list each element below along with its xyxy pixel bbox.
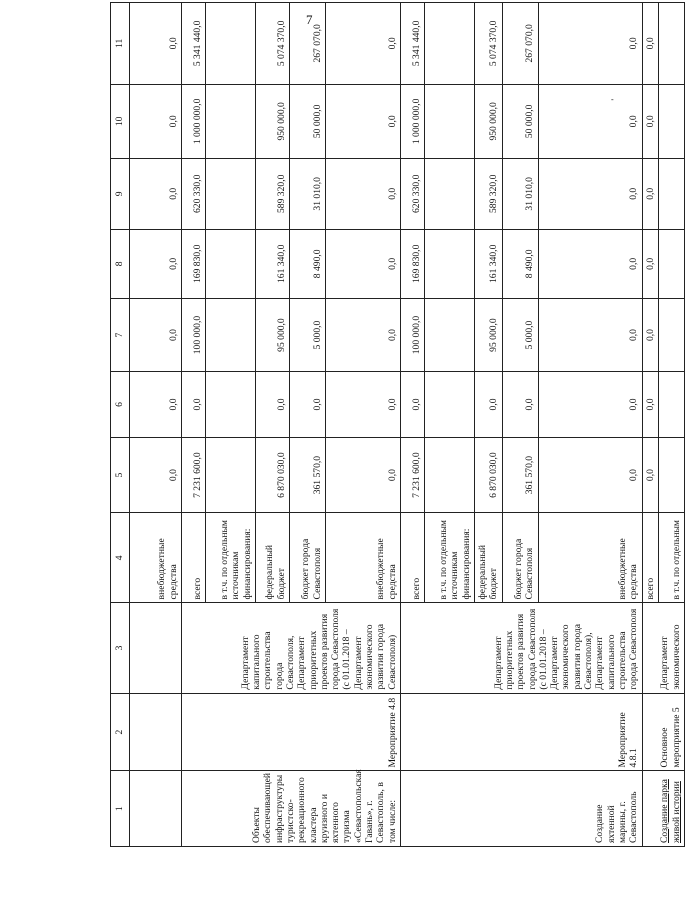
value-cell: 589 320,0 — [475, 158, 503, 229]
value-cell: 0,0 — [538, 299, 642, 372]
value-cell: 95 000,0 — [256, 299, 290, 372]
value-cell: 0,0 — [538, 372, 642, 438]
value-cell: 0,0 — [642, 158, 658, 229]
empty-cell — [130, 771, 182, 847]
header-cell: 10 — [111, 84, 130, 158]
header-cell: 5 — [111, 437, 130, 513]
source-cell: всего — [182, 513, 206, 603]
value-cell: 0,0 — [642, 299, 658, 372]
value-cell: 0,0 — [256, 372, 290, 438]
rotated-budget-table — [110, 2, 682, 847]
source-cell: в т.ч. по отдельным источникам финансирования: — [425, 513, 475, 603]
executor-cell: Департамент экономического — [642, 603, 684, 693]
value-cell: 6 870 030,0 — [256, 437, 290, 513]
value-cell: 0,0 — [538, 229, 642, 298]
value-cell: 50 000,0 — [290, 84, 326, 158]
value-cell: 0,0 — [130, 437, 182, 513]
value-cell — [206, 437, 256, 513]
header-cell: 3 — [111, 603, 130, 693]
value-cell: 267 070,0 — [502, 3, 538, 85]
value-cell: 50 000,0 — [502, 84, 538, 158]
value-cell: 0,0 — [502, 372, 538, 438]
header-cell: 11 — [111, 3, 130, 85]
value-cell — [206, 84, 256, 158]
value-cell — [425, 299, 475, 372]
measure-cell: Мероприятие 4.8 — [182, 693, 401, 771]
value-cell — [425, 158, 475, 229]
value-cell: 0,0 — [326, 158, 401, 229]
value-cell: 0,0 — [326, 229, 401, 298]
header-cell: 1 — [111, 771, 130, 847]
value-cell: 161 340,0 — [475, 229, 503, 298]
source-cell: внебюджетные средства — [538, 513, 642, 603]
value-cell: 1 000 000,0 — [401, 84, 425, 158]
value-cell: 620 330,0 — [182, 158, 206, 229]
value-cell: 0,0 — [401, 372, 425, 438]
measure-cell: Основное мероприятие 5 — [642, 693, 684, 771]
value-cell — [206, 299, 256, 372]
value-cell: 0,0 — [642, 372, 658, 438]
source-cell: бюджет города Севастополя — [290, 513, 326, 603]
value-cell: 0,0 — [538, 437, 642, 513]
value-cell: 0,0 — [326, 3, 401, 85]
value-cell: 0,0 — [642, 84, 658, 158]
value-cell — [206, 229, 256, 298]
value-cell: 0,0 — [326, 84, 401, 158]
value-cell: 5 000,0 — [290, 299, 326, 372]
value-cell: 161 340,0 — [256, 229, 290, 298]
value-cell — [658, 299, 684, 372]
value-cell: 0,0 — [130, 3, 182, 85]
value-cell: 8 490,0 — [290, 229, 326, 298]
value-cell: 95 000,0 — [475, 299, 503, 372]
value-cell: 6 870 030,0 — [475, 437, 503, 513]
source-cell: внебюджетные средства — [326, 513, 401, 603]
empty-cell — [130, 603, 182, 693]
table-row — [182, 3, 206, 847]
value-cell — [425, 84, 475, 158]
object-name-cell: Создание яхтенной марины, г. Севастополь — [401, 771, 643, 847]
value-cell: 100 000,0 — [182, 299, 206, 372]
source-cell: всего — [642, 513, 658, 603]
value-cell: 5 000,0 — [502, 299, 538, 372]
header-cell: 9 — [111, 158, 130, 229]
value-cell: 0,0 — [130, 84, 182, 158]
value-cell: 0,0 — [130, 229, 182, 298]
header-cell: 6 — [111, 372, 130, 438]
value-cell: 361 570,0 — [290, 437, 326, 513]
value-cell: 5 074 370,0 — [475, 3, 503, 85]
value-cell: 0,0 — [290, 372, 326, 438]
source-cell: федеральный бюджет — [475, 513, 503, 603]
value-cell — [425, 229, 475, 298]
value-cell: 8 490,0 — [502, 229, 538, 298]
header-cell: 4 — [111, 513, 130, 603]
value-cell: 0,0 — [326, 437, 401, 513]
value-cell — [206, 158, 256, 229]
value-cell: 0,0 — [326, 372, 401, 438]
executor-cell: Департамент приоритетных проектов развития города Севастополя (с 01.01.2018 – Департамент экономического развития города Севастополя), Департамент капитального строительства города Севастополя — [401, 603, 643, 693]
header-cell: 2 — [111, 693, 130, 771]
value-cell: 0,0 — [182, 372, 206, 438]
value-cell: 0,0 — [130, 299, 182, 372]
value-cell — [425, 372, 475, 438]
value-cell: 0,0 — [538, 84, 642, 158]
value-cell: 620 330,0 — [401, 158, 425, 229]
value-cell — [206, 372, 256, 438]
value-cell: 0,0 — [642, 229, 658, 298]
source-cell: внебюджетные средства — [130, 513, 182, 603]
value-cell: 950 000,0 — [475, 84, 503, 158]
value-cell — [658, 3, 684, 85]
table-row — [642, 3, 658, 847]
value-cell: 5 341 440,0 — [401, 3, 425, 85]
value-cell — [425, 3, 475, 85]
value-cell — [658, 437, 684, 513]
value-cell: 31 010,0 — [290, 158, 326, 229]
value-cell: 31 010,0 — [502, 158, 538, 229]
value-cell — [658, 84, 684, 158]
value-cell — [658, 229, 684, 298]
value-cell: 0,0 — [130, 158, 182, 229]
value-cell — [425, 437, 475, 513]
value-cell: 0,0 — [538, 158, 642, 229]
empty-cell — [130, 693, 182, 771]
value-cell: 100 000,0 — [401, 299, 425, 372]
value-cell: 169 830,0 — [401, 229, 425, 298]
measure-cell: Мероприятие 4.8.1 — [401, 693, 643, 771]
value-cell: 0,0 — [642, 3, 658, 85]
value-cell: 0,0 — [642, 437, 658, 513]
page-number: 7 — [306, 12, 313, 27]
value-cell: 0,0 — [326, 299, 401, 372]
value-cell: 169 830,0 — [182, 229, 206, 298]
value-cell: 0,0 — [475, 372, 503, 438]
source-cell: в т.ч. по отдельным источникам финансирования: — [206, 513, 256, 603]
source-cell: федеральный бюджет — [256, 513, 290, 603]
executor-cell: Департамент капитального строительства города Севастополя, Департамент приоритетных проектов развития города Севастополя (с 01.01.2018 – Департамент экономического развития города Севастополя) — [182, 603, 401, 693]
value-cell: 0,0 — [130, 372, 182, 438]
source-cell: всего — [401, 513, 425, 603]
table-row — [130, 3, 182, 847]
value-cell — [206, 3, 256, 85]
object-name-cell: Объекты обеспечивающей инфраструктуры туристско-рекреационного кластера круизного и яхтенного туризма «Севастопольская Гавань», г. Севастополь, в том числе: — [182, 771, 401, 847]
value-cell — [658, 372, 684, 438]
table-row — [401, 3, 425, 847]
value-cell: 361 570,0 — [502, 437, 538, 513]
header-cell: 8 — [111, 229, 130, 298]
value-cell: 5 074 370,0 — [256, 3, 290, 85]
value-cell: 950 000,0 — [256, 84, 290, 158]
value-cell: 1 000 000,0 — [182, 84, 206, 158]
object-name-cell: Создание парка живой истории — [642, 771, 684, 847]
value-cell: 267 070,0 — [290, 3, 326, 85]
budget-table — [110, 2, 685, 847]
value-cell: 0,0 — [538, 3, 642, 85]
value-cell: 7 231 600,0 — [401, 437, 425, 513]
value-cell: 7 231 600,0 — [182, 437, 206, 513]
header-cell: 7 — [111, 299, 130, 372]
source-cell: бюджет города Севастополя — [502, 513, 538, 603]
header-row — [111, 3, 130, 847]
value-cell: 5 341 440,0 — [182, 3, 206, 85]
value-cell: 589 320,0 — [256, 158, 290, 229]
corner-mark: - — [611, 95, 614, 104]
value-cell — [658, 158, 684, 229]
source-cell: в т.ч. по отдельным — [658, 513, 684, 603]
